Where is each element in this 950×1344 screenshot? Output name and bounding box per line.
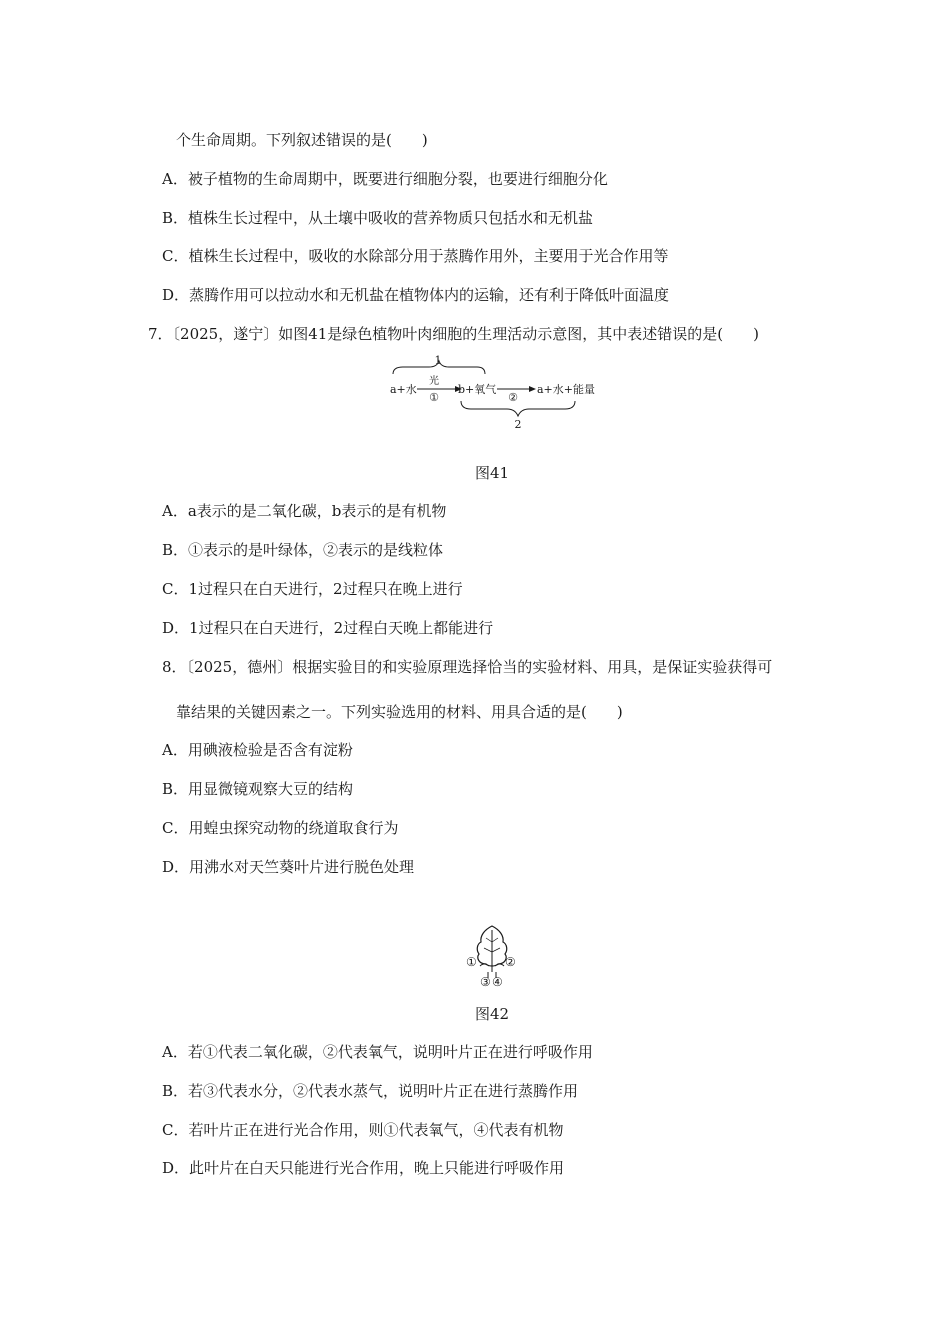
q8-option-a: A．用碘液检验是否含有淀粉 bbox=[162, 741, 353, 759]
brace-2 bbox=[461, 401, 575, 416]
middle-term: b+氧气 bbox=[458, 383, 497, 396]
marker-1: ① bbox=[466, 955, 477, 969]
q6-option-c: C．植株生长过程中，吸收的水除部分用于蒸腾作用外，主要用于光合作用等 bbox=[162, 247, 669, 265]
q8-option-c: C．用蝗虫探究动物的绕道取食行为 bbox=[162, 819, 399, 837]
q9-option-d: D．此叶片在白天只能进行光合作用，晚上只能进行呼吸作用 bbox=[162, 1159, 565, 1177]
q8-stem-line2: 靠结果的关键因素之一。下列实验选用的材料、用具合适的是( ) bbox=[176, 703, 623, 721]
label-1: 1 bbox=[434, 354, 442, 367]
label-2: 2 bbox=[514, 418, 522, 431]
q7-option-c: C．1过程只在白天进行，2过程只在晚上进行 bbox=[162, 580, 463, 598]
step-2-label: ② bbox=[508, 391, 518, 404]
q6-stem: 个生命周期。下列叙述错误的是( ) bbox=[176, 131, 428, 149]
q9-option-a: A．若①代表二氧化碳，②代表氧气，说明叶片正在进行呼吸作用 bbox=[162, 1043, 593, 1061]
q7-option-d: D．1过程只在白天进行，2过程白天晚上都能进行 bbox=[162, 619, 494, 637]
q8-option-b: B．用显微镜观察大豆的结构 bbox=[162, 780, 354, 798]
figure-41-caption: 图41 bbox=[474, 464, 510, 482]
light-label: 光 bbox=[429, 376, 439, 387]
marker-2: ② bbox=[505, 955, 516, 969]
q6-option-a: A．被子植物的生命周期中，既要进行细胞分裂，也要进行细胞分化 bbox=[162, 170, 608, 188]
q8-stem-line1: 8．〔2025，德州〕根据实验目的和实验原理选择恰当的实验材料、用具，是保证实验获得可 bbox=[162, 658, 773, 676]
q8-option-d: D．用沸水对天竺葵叶片进行脱色处理 bbox=[162, 858, 415, 876]
arrow-2-head bbox=[529, 386, 536, 392]
step-1-label: ① bbox=[429, 391, 439, 404]
q9-option-b: B．若③代表水分，②代表水蒸气，说明叶片正在进行蒸腾作用 bbox=[162, 1082, 579, 1100]
q9-option-c: C．若叶片正在进行光合作用，则①代表氧气，④代表有机物 bbox=[162, 1121, 564, 1139]
figure-42-caption: 图42 bbox=[474, 1005, 510, 1023]
q6-option-d: D．蒸腾作用可以拉动水和无机盐在植物体内的运输，还有利于降低叶面温度 bbox=[162, 286, 670, 304]
q7-stem: 7．〔2025，遂宁〕如图41是绿色植物叶肉细胞的生理活动示意图，其中表述错误的是( ) bbox=[148, 325, 760, 343]
q7-option-a: A．a表示的是二氧化碳，b表示的是有机物 bbox=[162, 502, 447, 520]
left-term: a+水 bbox=[390, 383, 417, 396]
marker-3: ③ bbox=[480, 975, 491, 988]
right-term: a+水+能量 bbox=[537, 383, 595, 396]
photosynthesis-respiration-diagram bbox=[385, 352, 605, 432]
marker-4: ④ bbox=[492, 975, 503, 988]
q6-option-b: B．植株生长过程中，从土壤中吸收的营养物质只包括水和无机盐 bbox=[162, 209, 594, 227]
q7-option-b: B．①表示的是叶绿体，②表示的是线粒体 bbox=[162, 541, 444, 559]
leaf-gas-exchange-diagram bbox=[462, 922, 522, 988]
